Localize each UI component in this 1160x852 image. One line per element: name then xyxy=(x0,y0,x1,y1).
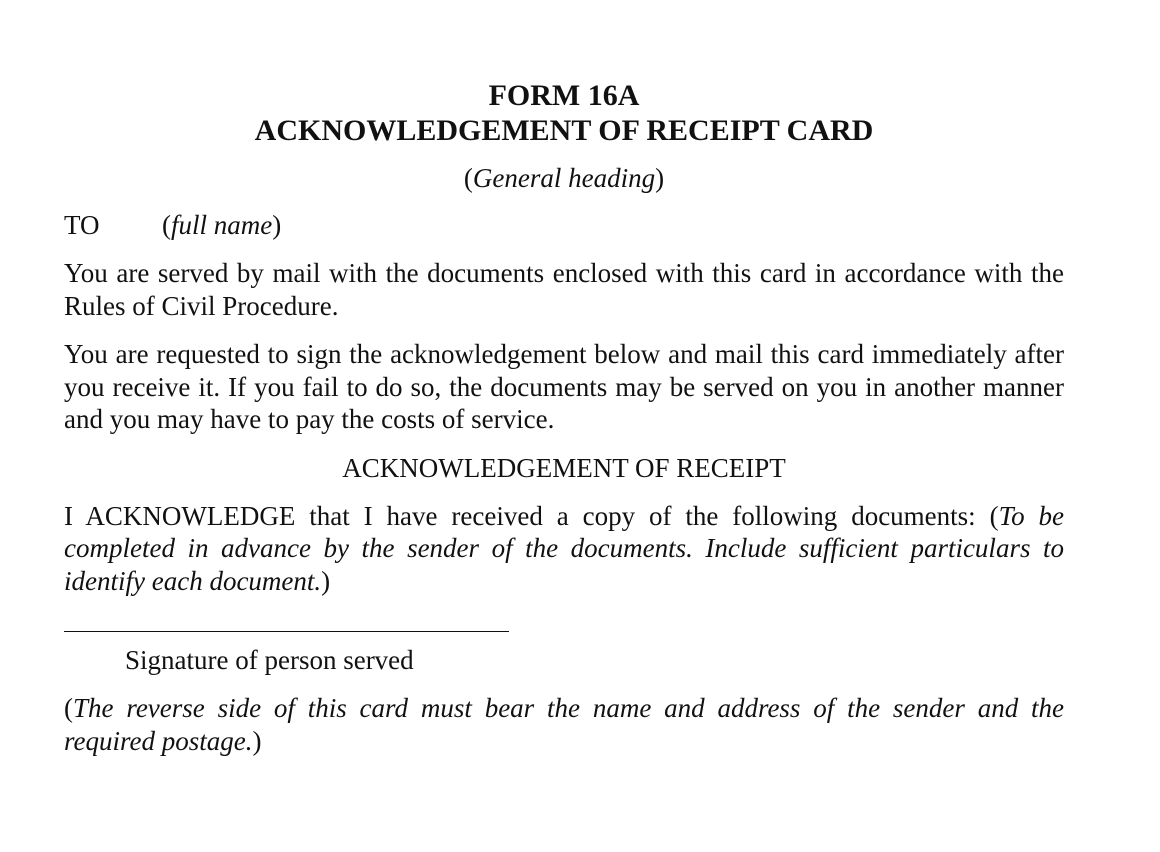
signature-label: Signature of person served xyxy=(125,645,414,675)
acknowledgement-lead: I ACKNOWLEDGE that I have received a copy of the following documents: ( xyxy=(64,500,999,531)
acknowledgement-heading: ACKNOWLEDGEMENT OF RECEIPT xyxy=(342,452,786,483)
to-close: ) xyxy=(272,210,282,240)
general-heading xyxy=(64,162,1064,194)
to-full-name: full name xyxy=(171,210,273,240)
form-title: ACKNOWLEDGEMENT OF RECEIPT CARD xyxy=(254,114,874,147)
acknowledgement-paragraph xyxy=(64,500,1064,598)
acknowledgement-close: ) xyxy=(321,565,331,596)
reverse-note-close: ) xyxy=(252,725,262,756)
reverse-note-open: ( xyxy=(64,693,73,723)
to-label: TO xyxy=(64,210,100,240)
general-heading-text: General heading xyxy=(472,163,656,193)
general-heading-close: ) xyxy=(655,163,665,193)
service-paragraph: You are served by mail with the documents enclosed with this card in accordance with the Rules of Civil Procedure. xyxy=(64,258,1064,321)
reverse-side-note xyxy=(64,692,1064,757)
signature-line xyxy=(64,631,509,632)
acknowledgement-instruction: To be completed in advance by the sender of the documents. Include sufficient particulars to identify each document. xyxy=(64,500,1065,596)
to-line xyxy=(64,209,1064,241)
request-paragraph: You are requested to sign the acknowledgement below and mail this card immediately after you receive it. If you fail to do so, the documents may be served on you in another manner and you may have to pay the costs of service. xyxy=(64,339,1064,434)
general-heading-open: ( xyxy=(463,163,473,193)
to-open: ( xyxy=(162,210,171,240)
form-title-block xyxy=(64,78,1064,148)
form-number: FORM 16A xyxy=(488,79,640,112)
reverse-note-text: The reverse side of this card must bear the name and address of the sender and the required postage. xyxy=(64,693,1064,756)
